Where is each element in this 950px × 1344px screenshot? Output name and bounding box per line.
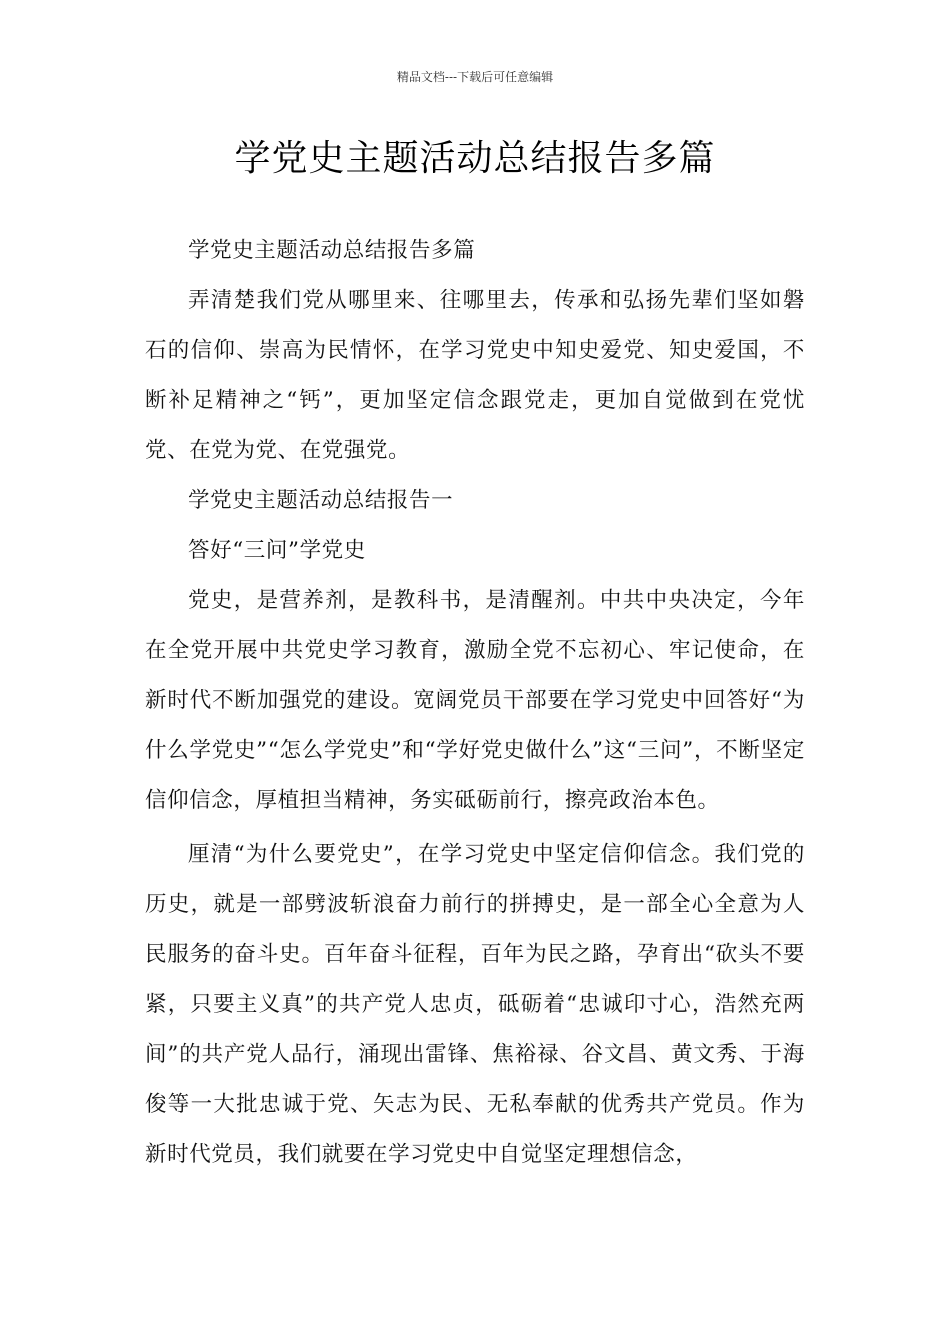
- section-heading: 学党史主题活动总结报告一: [188, 488, 454, 513]
- subtitle-paragraph: 学党史主题活动总结报告多篇: [188, 238, 476, 263]
- page-title: 学党史主题活动总结报告多篇: [234, 138, 716, 179]
- section-subheading: 答好“三问”学党史: [188, 538, 366, 563]
- intro-paragraph: 弄清楚我们党从哪里来、往哪里去，传承和弘扬先辈们坚如磐石的信仰、崇高为民情怀，在学习党史中知史爱党、知史爱国，不断补足精神之“钙”，更加坚定信念跟党走，更加自觉做到在党忧党、在党为党、在党强党。: [145, 288, 805, 463]
- header-note: 精品文档---下载后可任意编辑: [396, 70, 554, 84]
- document-body: [145, 226, 805, 1180]
- body-paragraph: 厘清“为什么要党史”，在学习党史中坚定信仰信念。我们党的历史，就是一部劈波斩浪奋力前行的拼搏史，是一部全心全意为人民服务的奋斗史。百年奋斗征程，百年为民之路，孕育出“砍头不要紧，只要主义真”的共产党人忠贞，砥砺着“忠诚印寸心，浩然充两间”的共产党人品行，涌现出雷锋、焦裕禄、谷文昌、黄文秀、于海俊等一大批忠诚于党、矢志为民、无私奉献的优秀共产党员。作为新时代党员，我们就要在学习党史中自觉坚定理想信念，: [145, 842, 805, 1167]
- body-paragraph: 党史，是营养剂，是教科书，是清醒剂。中共中央决定，今年在全党开展中共党史学习教育，激励全党不忘初心、牢记使命，在新时代不断加强党的建设。宽阔党员干部要在学习党史中回答好“为什么学党史”“怎么学党史”和“学好党史做什么”这“三问”，不断坚定信仰信念，厚植担当精神，务实砥砺前行，擦亮政治本色。: [145, 588, 805, 813]
